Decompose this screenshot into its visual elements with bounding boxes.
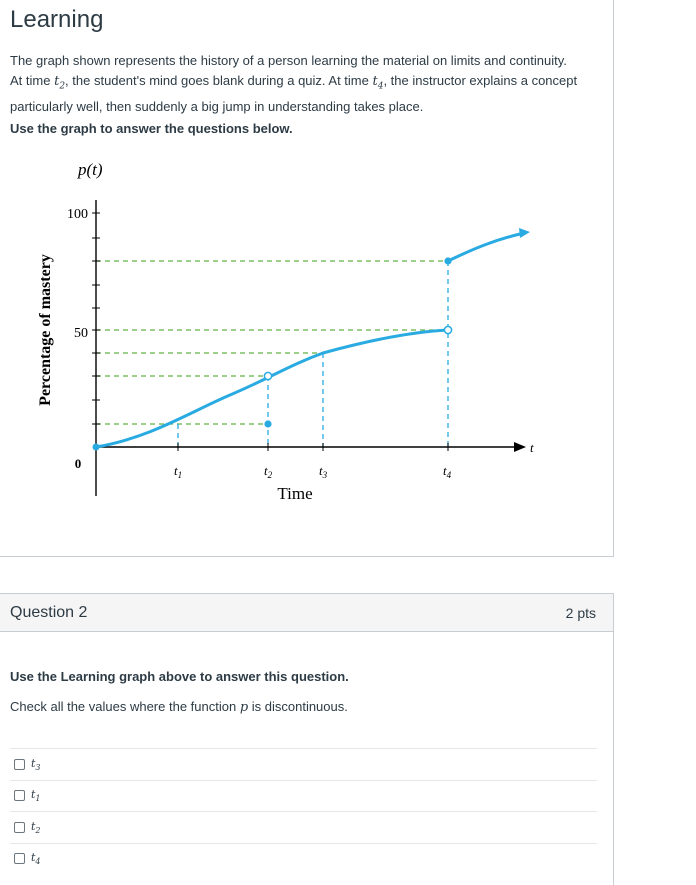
learning-graph: [30, 150, 540, 510]
x-tick-label-t3: $t_3$: [319, 463, 328, 480]
p-symbol: p: [239, 700, 249, 715]
checkbox-t1[interactable]: [14, 790, 25, 801]
curve-arrow: [519, 228, 530, 238]
t2-symbol: $t_2$: [54, 73, 66, 92]
dashed-guides: [96, 261, 448, 447]
answer-label-t4: $t_4$: [31, 851, 41, 867]
t4-open-circle: [444, 326, 451, 333]
answer-list: [10, 748, 597, 874]
answer-option-t4[interactable]: [10, 843, 597, 875]
x-axis-title: Time: [277, 484, 313, 503]
question-card: [0, 593, 614, 885]
x-tick-label-t4: $t_4$: [443, 463, 452, 480]
x-tick-label-t1: $t_1$: [174, 463, 183, 480]
y-tick-label-0: 0: [74, 456, 82, 471]
checkbox-t4[interactable]: [14, 853, 25, 864]
learning-title: Learning: [10, 6, 104, 33]
t2-filled-point: [264, 420, 271, 427]
x-axis-t-label: t: [530, 440, 534, 455]
desc-line-2a: At time: [10, 72, 55, 88]
axes: [96, 200, 517, 496]
desc-line-1: The graph shown represents the history of a person learning the material on limits and continuity.: [10, 53, 567, 68]
chart-title: p(t): [78, 160, 103, 179]
y-tick-label-50: 50: [74, 326, 88, 341]
answer-option-t1[interactable]: [10, 780, 597, 812]
checkbox-t2[interactable]: [14, 822, 25, 833]
desc-line-3: particularly well, then suddenly a big jump in understanding takes place.: [10, 98, 424, 114]
t2-open-circle: [264, 372, 271, 379]
answer-label-t3: $t_3$: [31, 756, 41, 772]
question-prompt: Check all the values where the function p is discontinuous.: [10, 699, 348, 715]
t4-filled-point: [444, 257, 451, 264]
question-title: Question 2: [10, 604, 88, 621]
x-axis-arrow: [514, 442, 526, 452]
answer-label-t1: $t_1$: [31, 788, 41, 804]
answer-label-t2: $t_2$: [31, 819, 41, 835]
start-point: [93, 444, 100, 451]
learning-description: [10, 51, 606, 116]
curve-lower: [96, 330, 448, 447]
y-tick-label-100: 100: [67, 207, 88, 222]
desc-line-2b: , the student's mind goes blank during a quiz. At time: [65, 72, 373, 88]
checkbox-t3[interactable]: [14, 759, 25, 770]
t4-symbol: $t_4$: [372, 73, 384, 92]
question-instruction: Use the Learning graph above to answer this question.: [10, 669, 349, 684]
curve-upper: [448, 234, 520, 261]
x-tick-label-t2: $t_2$: [264, 463, 273, 480]
answer-option-t3[interactable]: [10, 748, 597, 780]
question-points: 2 pts: [565, 605, 596, 621]
answer-option-t2[interactable]: [10, 811, 597, 843]
learning-instruction: Use the graph to answer the questions below.: [10, 121, 293, 136]
desc-line-2c: , the instructor explains a concept: [383, 72, 578, 88]
y-axis-label: Percentage of mastery: [37, 254, 54, 406]
question-header: [0, 594, 613, 632]
